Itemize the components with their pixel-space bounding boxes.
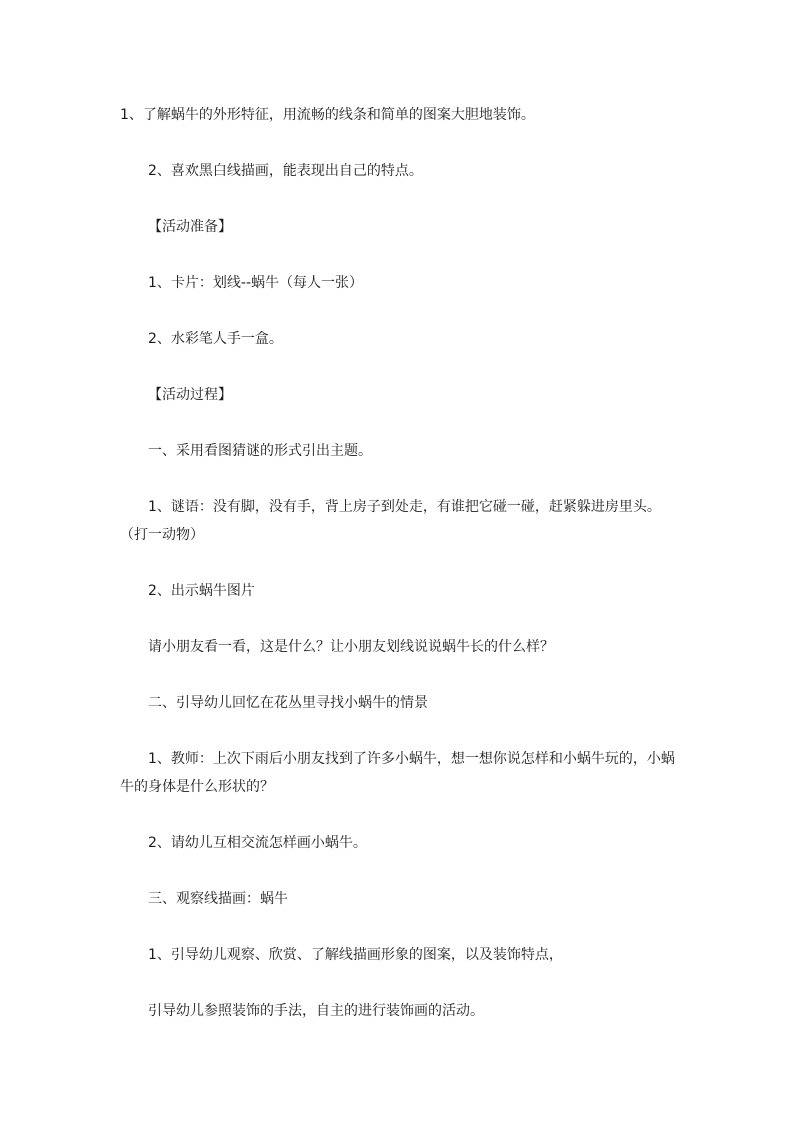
teacher-paragraph: 1、教师：上次下雨后小朋友找到了许多小蜗牛，想一想你说怎样和小蜗牛玩的，小蜗牛的身体是什么形状的？ bbox=[120, 751, 675, 795]
preparation-item-2: 2、水彩笔人手一盒。 bbox=[148, 331, 283, 347]
step-heading-2: 二、引导幼儿回忆在花丛里寻找小蜗牛的情景 bbox=[148, 695, 428, 711]
show-picture-item: 2、出示蜗牛图片 bbox=[148, 583, 255, 599]
step-heading-1: 一、采用看图猜谜的形式引出主题。 bbox=[148, 443, 372, 459]
step-heading-3: 三、观察线描画：蜗牛 bbox=[148, 891, 288, 907]
exchange-item: 2、请幼儿互相交流怎样画小蜗牛。 bbox=[148, 835, 367, 851]
preparation-item-1: 1、卡片：划线--蜗牛（每人一张） bbox=[148, 275, 364, 291]
goal-1: 1、了解蜗牛的外形特征，用流畅的线条和简单的图案大胆地装饰。 bbox=[120, 107, 535, 123]
section-heading-process: 【活动过程】 bbox=[148, 387, 232, 403]
section-heading-preparation: 【活动准备】 bbox=[148, 219, 232, 235]
riddle-paragraph: 1、谜语：没有脚，没有手，背上房子到处走，有谁把它碰一碰，赶紧躲进房里头。（打一动物） bbox=[120, 499, 661, 543]
guide-paragraph: 引导幼儿参照装饰的手法，自主的进行装饰画的活动。 bbox=[148, 1003, 484, 1019]
question-paragraph: 请小朋友看一看，这是什么？让小朋友划线说说蜗牛长的什么样？ bbox=[148, 639, 554, 655]
goal-2: 2、喜欢黑白线描画，能表现出自己的特点。 bbox=[148, 163, 423, 179]
observe-item: 1、引导幼儿观察、欣赏、了解线描画形象的图案，以及装饰特点， bbox=[148, 947, 563, 963]
